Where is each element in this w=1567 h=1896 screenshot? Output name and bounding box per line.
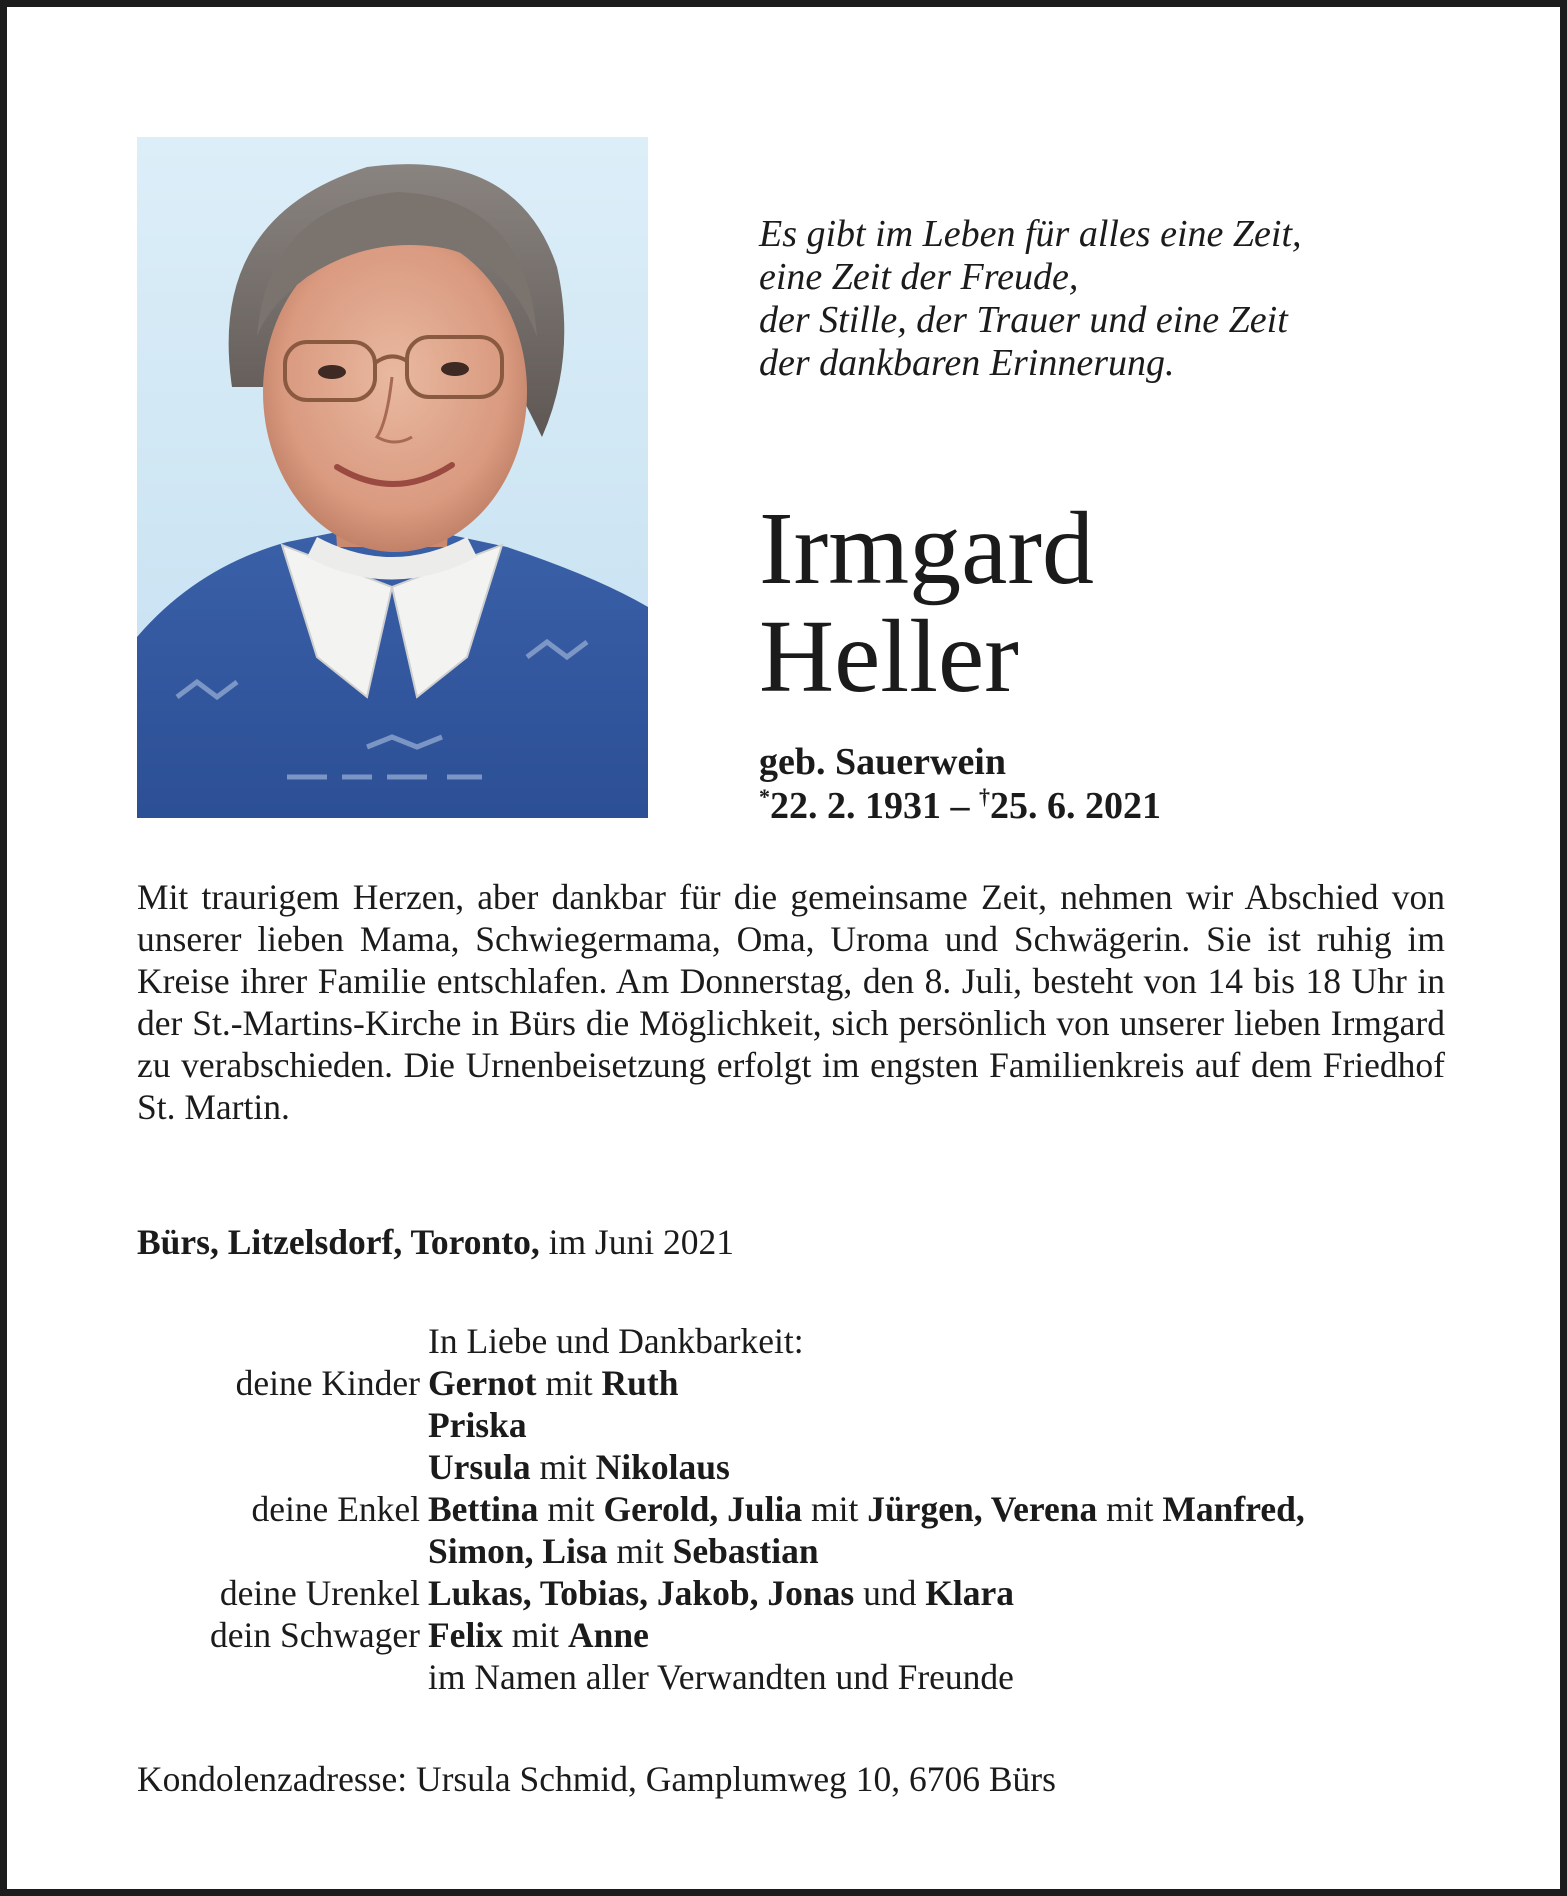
deceased-name xyxy=(759,491,1094,714)
portrait-photo xyxy=(137,137,648,818)
names xyxy=(428,1362,679,1404)
relation-label: deine Urenkel xyxy=(219,1573,420,1613)
connector: und xyxy=(854,1573,926,1613)
relative-name: Ruth xyxy=(601,1363,679,1403)
condolence-address: Kondolenzadresse: Ursula Schmid, Gamplumweg 10, 6706 Bürs xyxy=(137,1759,1056,1799)
signature-block xyxy=(137,1320,1517,1698)
portrait-illustration xyxy=(137,137,648,818)
signature-row xyxy=(137,1404,1517,1446)
obituary-text: Mit traurigem Herzen, aber dankbar für die gemeinsame Zeit, nehmen wir Abschied von unserer lieben Mama, Schwiegermama, Oma, Uroma und Schwägerin. Sie ist ruhig im Kreise ihrer Familie entschlafen. Am Donnerstag, den 8. Juli, besteht von 14 bis 18 Uhr in der St.-Martins-Kirche in Bürs die Möglichkeit, sich persönlich von unserer lieben Irmgard zu verabschieden. Die Urnenbeisetzung erfolgt im engsten Familienkreis auf dem Friedhof St. Martin. xyxy=(137,877,1445,1127)
names xyxy=(428,1488,1305,1530)
relation-label: deine Kinder xyxy=(235,1363,420,1403)
relation-label: dein Schwager xyxy=(210,1615,420,1655)
names xyxy=(428,1404,527,1446)
relative-name: Gernot xyxy=(428,1363,537,1403)
relative-name: Nikolaus xyxy=(595,1447,730,1487)
last-name: Heller xyxy=(759,599,1019,714)
place-month: im Juni 2021 xyxy=(539,1222,734,1262)
place-date xyxy=(137,1221,734,1263)
relative-name: Anne xyxy=(568,1615,649,1655)
names: In Liebe und Dankbarkeit: xyxy=(428,1321,804,1361)
signature-row xyxy=(137,1530,1517,1572)
names xyxy=(428,1572,1014,1614)
signature-row xyxy=(137,1488,1517,1530)
connector: mit xyxy=(1097,1489,1163,1529)
poem-line: eine Zeit der Freude, xyxy=(759,256,1079,298)
poem-line: der dankbaren Erinnerung. xyxy=(759,342,1175,384)
connector: mit xyxy=(607,1531,673,1571)
birth-date: 22. 2. 1931 xyxy=(770,785,941,827)
relative-name: Sebastian xyxy=(672,1531,819,1571)
relative-name: Klara xyxy=(925,1573,1014,1613)
relative-name: Jürgen, Verena xyxy=(867,1489,1098,1529)
relation-label xyxy=(137,1530,428,1572)
relation-label xyxy=(137,1446,428,1488)
connector: mit xyxy=(802,1489,868,1529)
relative-name: Ursula xyxy=(428,1447,531,1487)
relative-name: Gerold, Julia xyxy=(603,1489,803,1529)
relative-name: Manfred, xyxy=(1162,1489,1305,1529)
signature-row xyxy=(137,1446,1517,1488)
relative-name: Bettina xyxy=(428,1489,539,1529)
death-date: 25. 6. 2021 xyxy=(990,785,1161,827)
poem-line: der Stille, der Trauer und eine Zeit xyxy=(759,299,1288,341)
names xyxy=(428,1614,649,1656)
names: im Namen aller Verwandten und Freunde xyxy=(428,1657,1014,1697)
life-dates xyxy=(759,784,1161,828)
place-locations: Bürs, Litzelsdorf, Toronto, xyxy=(137,1222,540,1262)
signature-intro xyxy=(137,1320,1517,1362)
birth-name: geb. Sauerwein xyxy=(759,741,1006,783)
relative-name: Lukas, Tobias, Jakob, Jonas xyxy=(428,1573,855,1613)
relation-label xyxy=(137,1656,428,1698)
names xyxy=(428,1530,819,1572)
signature-row xyxy=(137,1572,1517,1614)
relation-label: deine Enkel xyxy=(251,1489,420,1529)
connector: mit xyxy=(502,1615,569,1655)
signature-row xyxy=(137,1362,1517,1404)
birth-symbol: * xyxy=(759,784,770,809)
signature-row xyxy=(137,1614,1517,1656)
death-symbol: † xyxy=(979,784,990,809)
relation-label xyxy=(137,1320,428,1362)
connector: mit xyxy=(538,1489,604,1529)
poem-line: Es gibt im Leben für alles eine Zeit, xyxy=(759,213,1302,255)
date-dash: – xyxy=(941,785,979,827)
signature-closing xyxy=(137,1656,1517,1698)
poem xyxy=(759,213,1359,385)
relation-label xyxy=(137,1404,428,1446)
first-name: Irmgard xyxy=(759,491,1094,606)
names xyxy=(428,1446,730,1488)
relative-name: Felix xyxy=(428,1615,503,1655)
relative-name: Simon, Lisa xyxy=(428,1531,608,1571)
relative-name: Priska xyxy=(428,1405,527,1445)
connector: mit xyxy=(536,1363,602,1403)
connector: mit xyxy=(530,1447,596,1487)
